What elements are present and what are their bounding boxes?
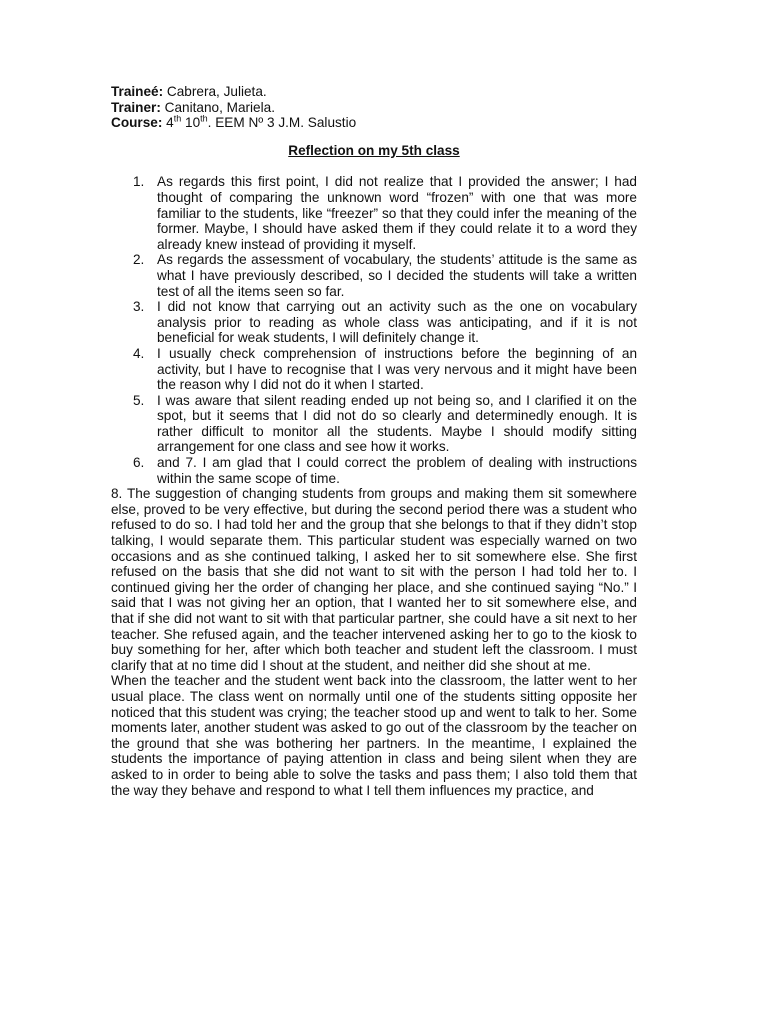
list-item-text: and 7. I am glad that I could correct the problem of dealing with instructions within the same scope of time. xyxy=(157,455,637,486)
list-item-number: 6. xyxy=(133,455,145,471)
trainee-label: Traineé: xyxy=(111,84,164,99)
course-superscript-1: th xyxy=(173,113,182,124)
course-value-part2: 10 xyxy=(181,115,201,131)
list-item-text: As regards the assessment of vocabulary, the students’ attitude is the same as what I have previously described, so I decided the students will take a written test of all the items seen so far. xyxy=(157,252,637,299)
paragraph-continuation: When the teacher and the student went back into the classroom, the latter went to her usual place. The class went on normally until one of the students sitting opposite her noticed that this student was crying; the teacher stood up and went to talk to her. Some moments later, another student was asked to go out of the classroom by the teacher on the ground that she was bothering her partners. In the meantime, I explained the students the importance of paying attention in class and being silent when they are asked to in order to being able to solve the tasks and pass them; I also told them that the way they behave and respond to what I tell them influences my practice, and xyxy=(111,673,637,798)
trainee-line xyxy=(111,84,637,100)
trainer-value: Canitano, Mariela. xyxy=(160,99,275,115)
list-item xyxy=(111,393,637,455)
list-item-text: I did not know that carrying out an activity such as the one on vocabulary analysis prior to reading as whole class was anticipating, and if it is not beneficial for weak students, I will definitely change it. xyxy=(157,299,637,346)
course-label: Course: xyxy=(111,115,163,131)
list-item-number: 2. xyxy=(133,252,145,268)
course-superscript-2: th xyxy=(200,113,208,124)
list-item xyxy=(111,299,637,346)
course-line xyxy=(111,115,637,131)
document-title: Reflection on my 5th class xyxy=(288,142,460,158)
course-value-part1: 4 xyxy=(162,115,174,131)
trainer-line xyxy=(111,100,637,116)
list-item xyxy=(111,174,637,252)
list-item-text: I was aware that silent reading ended up not being so, and I clarified it on the spot, but it seems that I did not do so clearly and determinedly enough. It is rather difficult to monitor all the students. Maybe I should modify sitting arrangement for one class and see how it works. xyxy=(157,392,637,455)
list-item-number: 3. xyxy=(133,299,145,315)
list-item-number: 1. xyxy=(133,174,145,190)
trainee-value: Cabrera, Julieta. xyxy=(163,84,267,99)
list-item xyxy=(111,455,637,486)
trainer-label: Trainer: xyxy=(111,99,161,115)
list-item-text: I usually check comprehension of instructions before the beginning of an activity, but I have to recognise that I was very nervous and it might have been the reason why I did not do it when I started. xyxy=(157,345,637,393)
list-item xyxy=(111,346,637,393)
paragraph-8: 8. The suggestion of changing students from groups and making them sit somewhere else, proved to be very effective, but during the second period there was a student who refused to do so. I had told her and the group that she belongs to that if they didn’t stop talking, I would separate them. This particular student was especially warned on two occasions and as she continued talking, I asked her to sit somewhere else. She first refused on the basis that she did not want to sit with the person I had told her to. I continued giving her the order of changing her place, and she continued saying “No.” I said that I was not giving her an option, that I wanted her to sit somewhere else, and that if she did not want to sit with that particular partner, she could have a sit next to her teacher. She refused again, and the teacher intervened asking her to go to the kiosk to buy something for her, after which both teacher and student left the classroom. I must clarify that at no time did I shout at the student, and neither did she shout at me. xyxy=(111,486,637,673)
list-item-text: As regards this first point, I did not realize that I provided the answer; I had thought of comparing the unknown word “frozen” with one that was more familiar to the students, like “freezer” so that they could infer the meaning of the former. Maybe, I should have asked them if they could relate it to a word they already knew instead of providing it myself. xyxy=(157,174,637,252)
numbered-list xyxy=(111,174,637,486)
list-item xyxy=(111,252,637,299)
course-value-part3: . EEM Nº 3 J.M. Salustio xyxy=(207,115,357,131)
list-item-number: 5. xyxy=(133,392,145,408)
list-item-number: 4. xyxy=(133,345,145,361)
